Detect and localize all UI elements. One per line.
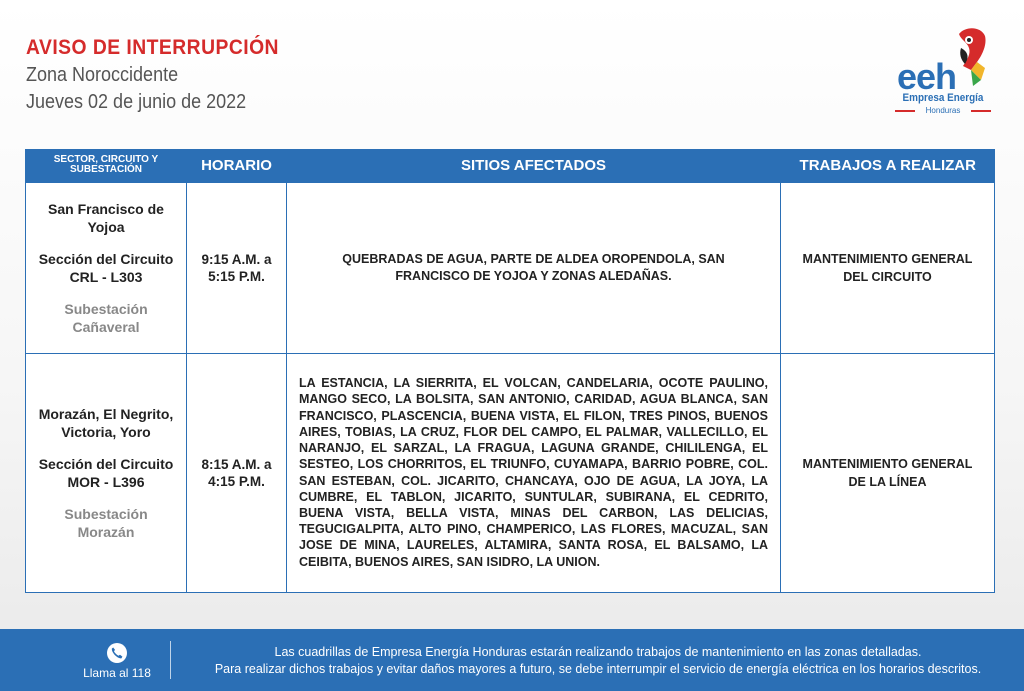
company-logo [893, 26, 993, 116]
footer-message-line1: Las cuadrillas de Empresa Energía Honduras estarán realizando trabajos de mantenimiento en las zonas detalladas. [274, 645, 922, 659]
work-cell: MANTENIMIENTO GENERAL DE LA LÍNEA [781, 353, 995, 592]
sites-cell: LA ESTANCIA, LA SIERRITA, EL VOLCAN, CANDELARIA, OCOTE PAULINO, MANGO SECO, LA BOLSITA, SAN ANTONIO, CARIDAD, AGUA BLANCA, SAN FRANCISCO, PLASCENCIA, BUENA VISTA, EL FILON, TRES PINOS, BUENOS AIRES, TOBIAS, LA CRUZ, FLOR DEL CAMPO, EL PALMAR, VALLECILLO, EL NARANJO, EL SARZAL, LA FRAGUA, LAGUNA GRANDE, CHILILENGA, EL SESTEO, LOS CHORRITOS, EL TRIUNFO, CUYAMAPA, BARRIO POBRE, COL. SAN ESTEBAN, COL. JICARITO, CHANCAYA, OJO DE AGUA, LA JOYA, LA CUMBRE, EL TABLON, JICARITO, SUNTULAR, SUBIRANA, EL CEDRITO, BUENA VISTA, BELLA VISTA, MINAS DEL CARBON, LAS DELICIAS, TEGUCIGALPITA, ALTO PINO, CHAMPERICO, LAS FLORES, MACUZAL, SAN JOSE DE MINA, LAURELES, ALTAMIRA, SANTA ROSA, EL BALSAMO, LA CEIBITA, BUENOS AIRES, SAN ISIDRO, LA UNION. [287, 353, 781, 592]
circuit-section [26, 455, 186, 491]
sites-cell: QUEBRADAS DE AGUA, PARTE DE ALDEA OROPENDOLA, SAN FRANCISCO DE YOJOA Y ZONAS ALEDAÑAS. [287, 182, 781, 353]
circuit-code: MOR - L396 [67, 473, 145, 490]
phone-label: Llama al 118 [83, 666, 151, 680]
footer-divider [170, 641, 171, 679]
table-row [26, 353, 995, 592]
table-header-row [26, 149, 995, 182]
section-label: Sección del Circuito [38, 250, 174, 267]
substation [26, 300, 186, 336]
header-sites: SITIOS AFECTADOS [287, 149, 781, 182]
footer-message-line2: Para realizar dichos trabajos y evitar daños mayores a futuro, se debe interrumpir el servicio de energía eléctrica en los horarios descritos. [214, 662, 982, 676]
header-hours: HORARIO [187, 149, 287, 182]
substation-name: Morazán [77, 523, 135, 540]
sector-name: Morazán, El Negrito, Victoria, Yoro [38, 405, 174, 440]
circuit-section [26, 250, 186, 286]
work-cell: MANTENIMIENTO GENERAL DEL CIRCUITO [781, 182, 995, 353]
circuit-code: CRL - L303 [69, 268, 143, 285]
substation-label: Subestación [64, 300, 148, 317]
header-work: TRABAJOS A REALIZAR [781, 149, 995, 182]
logo-name: Empresa Energía [902, 92, 984, 104]
footer [0, 629, 1024, 691]
page-title: AVISO DE INTERRUPCIÓN [26, 36, 279, 59]
logo-subtitle: Honduras [925, 106, 961, 115]
footer-message [178, 644, 1018, 678]
interruption-table [25, 149, 995, 593]
substation-name: Cañaveral [72, 318, 140, 335]
header [26, 36, 301, 114]
logo-divider-right [971, 110, 991, 112]
substation-label: Subestación [64, 505, 148, 522]
hours-cell: 8:15 A.M. a 4:15 P.M. [187, 353, 287, 592]
phone-icon [107, 643, 127, 663]
phone-button[interactable] [107, 643, 127, 663]
sector-cell [26, 353, 187, 592]
sector-cell [26, 182, 187, 353]
hours-cell: 9:15 A.M. a 5:15 P.M. [187, 182, 287, 353]
section-label: Sección del Circuito [38, 455, 174, 472]
zone-label: Zona Noroccidente [26, 64, 179, 86]
logo-mark: eeh [897, 56, 957, 97]
table-row [26, 182, 995, 353]
sector-name: San Francisco de Yojoa [48, 200, 164, 235]
substation [26, 505, 186, 541]
date-label: Jueves 02 de junio de 2022 [26, 91, 247, 113]
header-sector: SECTOR, CIRCUITO Y SUBESTACIÓN [26, 149, 187, 182]
